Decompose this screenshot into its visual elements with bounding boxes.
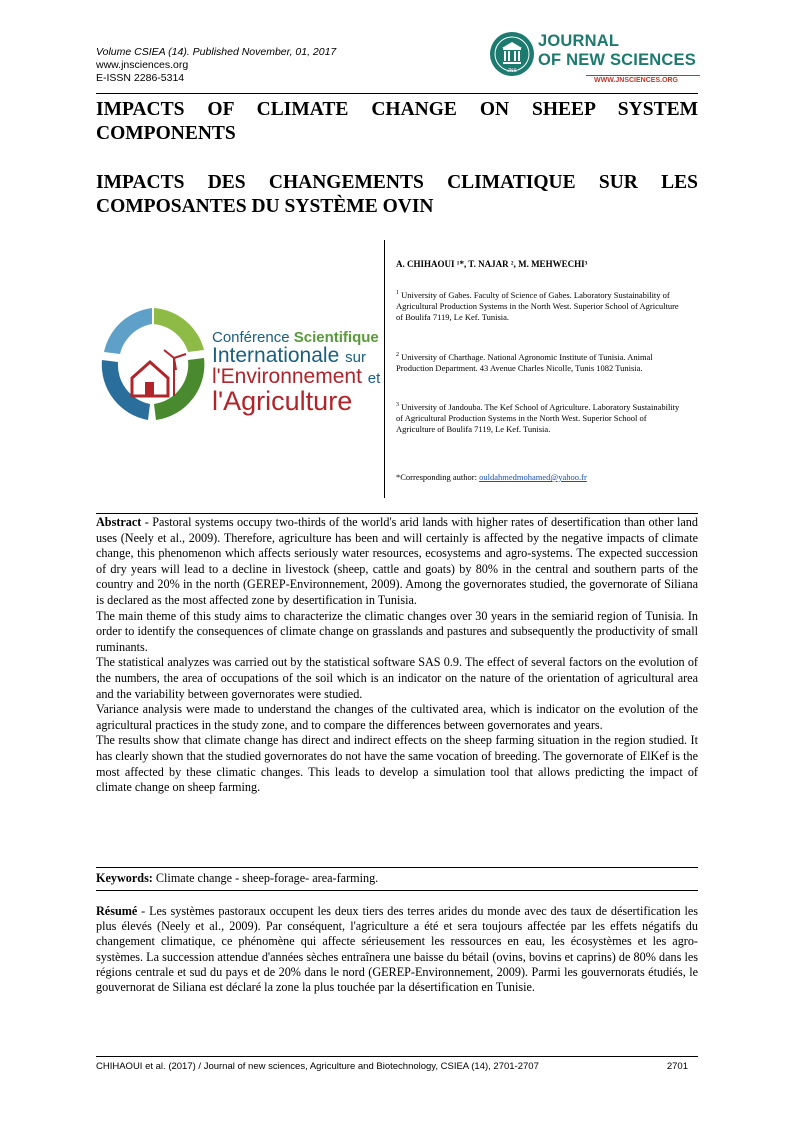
title-english: IMPACTS OF CLIMATE CHANGE ON SHEEP SYSTEM COMPONENTS (96, 99, 698, 144)
resume-label: Résumé (96, 904, 138, 918)
footer-rule (96, 1056, 698, 1057)
abstract (96, 515, 698, 796)
abstract-paragraph-4: Variance analysis were made to understand the changes of the cultivated area, which is indicator on the evolution of the agricultural practices in the study zone, and to compare the differences between governorates and years. (96, 702, 698, 732)
keywords-label: Keywords: (96, 871, 153, 885)
affiliation-2: $^2$ University of Charthage. National Agronomic Institute of Tunisia. Animal Production Department. 43 Avenue Charles Nicolle, Tunis 1082 Tunisia. (396, 351, 653, 373)
journal-underline (586, 75, 700, 76)
conference-emblem-icon (92, 300, 210, 428)
abstract-paragraph-3: The statistical analyzes was carried out by the statistical software SAS 0.9. The effect of several factors on the evolution of the numbers, the area of occupations of the soil which is an indicator on the nature of the orientation of agricultural area and the variability between governorates were studied. (96, 655, 698, 701)
conference-line1: Conférence Scientifique (212, 329, 379, 346)
author-names: A. CHIHAOUI ¹*, T. NAJAR ², M. MEHWECHI³ (396, 259, 588, 269)
volume-line: Volume CSIEA (14). Published November, 01, 2017 (96, 46, 337, 58)
conference-logo (92, 300, 382, 430)
website-line: www.jnsciences.org (96, 59, 189, 71)
journal-title-line1: JOURNAL (538, 32, 620, 50)
journal-title-line2: OF NEW SCIENCES (538, 51, 696, 69)
page-number: 2701 (666, 1061, 688, 1072)
conference-line4: l'Agriculture (212, 386, 353, 416)
header-meta (96, 46, 336, 85)
authors-block (396, 258, 696, 482)
affiliation-1: $^1$ University of Gabes. Faculty of Science of Gabes. Laboratory Sustainability of Agricultural Production Systems in the North West. Superior School of Agriculture of Boulifa 7119, Le Kef. Tunisia. (396, 289, 679, 322)
keywords-rule-bottom (96, 890, 698, 891)
affiliation-3: $^3$ University of Jandouba. The Kef School of Agriculture. Laboratory Sustainability of Agricultural Production Systems in the North West. Superior School of Agriculture of Boulifa 7119, Le Kef. Tunisia. (396, 401, 680, 434)
abstract-label: Abstract (96, 515, 142, 529)
abstract-paragraph-1: Abstract - Pastoral systems occupy two-thirds of the world's arid lands with higher rates of desertification than other land uses (Neely et al., 2009). Therefore, agriculture has been and will certainly is affected by the negative impacts of climate change, this phenomenon which affects seriously water resources, ecosystems and agro-systems. The expected succession of dry years will lead to a decline in livestock (sheep, cattle and goats) by 80% in the central and southern parts of the country and 20% in the north (GEREP-Environnement, 2009). Among the governorates studied, the governorate of Siliana is declared as the most affected zone by desertification in Tunisia. (96, 515, 698, 607)
journal-badge-icon (488, 30, 536, 78)
keywords-text: Climate change - sheep-forage- area-farming. (152, 871, 379, 885)
conference-line3: l'Environnement et (212, 365, 381, 388)
title-french: IMPACTS DES CHANGEMENTS CLIMATIQUE SUR LES COMPOSANTES DU SYSTÈME OVIN (96, 172, 698, 217)
footer-citation: CHIHAOUI et al. (2017) / Journal of new sciences, Agriculture and Biotechnology, CSIEA (14), 2701-2707 (96, 1061, 539, 1072)
journal-badge-text: JNS (507, 68, 517, 74)
keywords-rule-top (96, 867, 698, 868)
abstract-paragraph-2: The main theme of this study aims to characterize the climatic changes over 30 years in the semiarid region of Tunisia. In order to identify the consequences of climate change on grasslands and pastures and subsequently the productivity of small ruminants. (96, 608, 698, 654)
resume (96, 904, 698, 995)
corresponding-author (396, 472, 587, 483)
abstract-paragraph-5: The results show that climate change has direct and indirect effects on the sheep farming situation in the region studied. It has clearly shown that the studied governorates do not have the same vocation of breeding. The governorate of ElKef is the most affected by these climatic changes. This leads to develop a simulation tool that allows predicting the impact of climate change on sheep farming. (96, 733, 698, 795)
conference-line2: Internationale sur (212, 344, 366, 367)
journal-url[interactable]: WWW.JNSCIENCES.ORG (594, 77, 679, 84)
corresponding-email-link[interactable]: ouldahmedmohamed@yahoo.fr (479, 472, 587, 482)
eissn-line: E-ISSN 2286-5314 (96, 72, 185, 84)
vertical-rule (384, 240, 385, 498)
journal-title (538, 32, 696, 70)
corresponding-label: *Corresponding author: (396, 472, 477, 482)
resume-text: - Les systèmes pastoraux occupent les deux tiers des terres arides du monde avec des taux de désertification les plus élevés (Neely et al., 2009). Par conséquent, l'agriculture a été et sera toujours affectée par les effets négatifs du changement climatique, ce phénomène qui affecte sérieusement les ressources en eau, les écosystèmes et les agro-systèmes. La succession attendue d'années sèches entraînera une baisse du bétail (ovins, bovins et caprins) de 80% dans les régions centrale et sud du pays et de 20% dans le nord (GEREP-Environnement, 2009). Parmi les gouvernorats étudiés, le gouvernorat de Siliana est déclaré la zone la plus touchée par la désertification en Tunisie. (96, 904, 698, 995)
footer (96, 1061, 698, 1073)
abstract-rule (96, 513, 698, 514)
keywords (96, 871, 698, 886)
title-rule (96, 93, 698, 94)
journal-logo (488, 30, 703, 90)
